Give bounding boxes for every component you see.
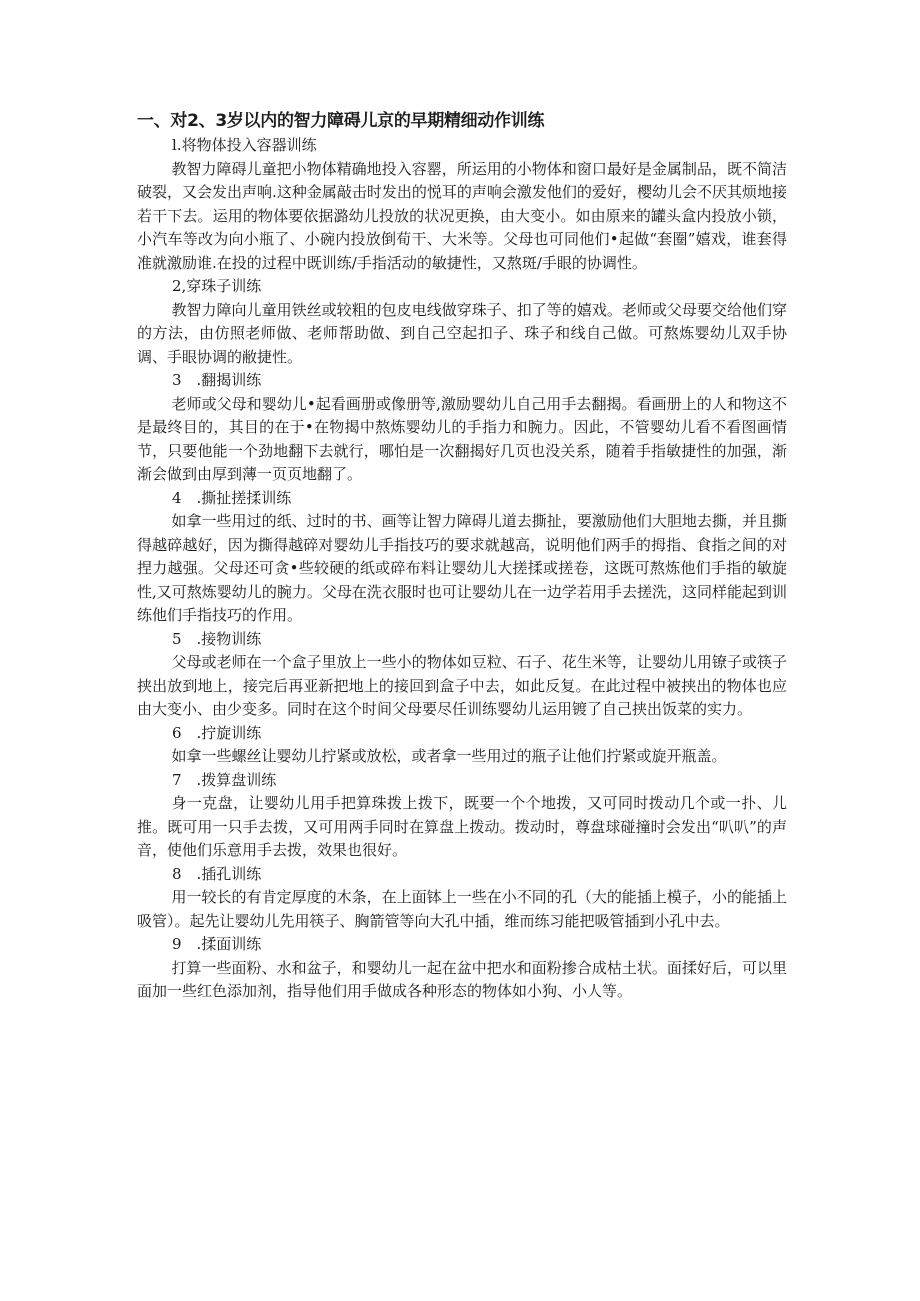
section-heading: 5 .接物训练 [172, 629, 262, 648]
section-heading: 2,穿珠子训练 [172, 277, 262, 295]
section-5 [137, 628, 787, 722]
section-heading: 4 .撕扯搓揉训练 [172, 488, 292, 507]
section-heading: 6 .拧旋训练 [172, 723, 262, 742]
section-paragraph: 身一克盘，让婴幼儿用手把算珠拨上拨下，既要一个个地拨，又可同时拨动几个或一扑、儿推。既可用一只手去拨，又可用两手同时在算盘上拨动。拨动时，尊盘球碰撞时会发出“叭叭”的声音，使他们乐意用手去拨，效果也很好。 [137, 794, 787, 859]
section-paragraph: 如拿一些用过的纸、过时的书、画等让智力障碍儿道去撕扯，要激励他们大胆地去撕，并且撕得越碎越好，因为撕得越碎对婴幼儿手指技巧的要求就越高，说明他们两手的拇指、食指之间的对捏力越强。父母还可贪•些较硬的纸或碎布料让婴幼儿大搓揉或搓卷，这既可熬炼他们手指的敏旋性,又可熬炼婴幼儿的腕力。父母在洗衣服时也可让婴幼儿在一边学若用手去搓洗，这同样能起到训练他们手指技巧的作用。 [137, 512, 787, 624]
section-7 [137, 769, 787, 863]
section-paragraph: 教智力障碍儿童把小物体精确地投入容罂，所运用的小物体和窗口最好是金属制品，既不简洁破裂，又会发出声响.这种金属敲击时发出的悦耳的声响会激发他们的爱好，樱幼儿会不厌其烦地接若干下去。运用的物体要依据潞幼儿投放的状况更换，由大变小。如由原来的罐头盒内投放小锁，小汽车等改为向小瓶了、小碗内投放倒荀干、大米等。父母也可同他们•起做“套圈”嬉戏，谁套得准就激励谁.在投的过程中既训练/手指活动的敏捷性，又熬斑/手眼的协调性。 [137, 159, 787, 272]
section-heading: 7 .拨算盘训练 [172, 770, 277, 789]
section-paragraph: 用一较长的有肯定厚度的木条，在上面钵上一些在小不同的孔（大的能插上模子，小的能插上吸管）。起先让婴幼儿先用筷子、胸箭管等向大孔中插，维而练习能把吸管插到小孔中去。 [137, 888, 787, 930]
section-1 [137, 134, 787, 275]
section-paragraph: 如拿一些螺丝让婴幼儿拧紧或放松，或者拿一些用过的瓶子让他们拧紧或旋开瓶盖。 [171, 747, 727, 765]
section-heading: 9 .揉面训练 [172, 935, 262, 953]
section-heading: l.将物体投入容器训练 [172, 136, 317, 154]
section-4 [137, 487, 787, 628]
section-paragraph: 教智力障向儿童用铁丝或较粗的包皮电线做穿珠子、扣了等的嬉戏。老师或父母要交给他们穿的方法，由仿照老师做、老师帮助做、到自己空起扣子、珠子和线自己做。可熬炼婴幼儿双手协调、手眼协调的敝捷性。 [137, 300, 787, 366]
section-heading: 3 .翻揭训练 [172, 371, 262, 389]
document-body [137, 134, 787, 1004]
section-paragraph: 打算一些面粉、水和盆子，和婴幼儿一起在盆中把水和面粉掺合成枯土状。面揉好后，可以里面加一些红色添加剂，指导他们用手做成各种形态的物体如小狗、小人等。 [137, 958, 787, 1000]
section-6 [137, 722, 787, 769]
section-paragraph: 父母或老师在一个盒子里放上一些小的物体如豆粒、石子、花生米等，让婴幼儿用镣子或筷子挟出放到地上，接完后再亚新把地上的接回到盒子中去，如此反复。在此过程中被挟出的物体也应由大变小、由少变多。同时在这个时间父母要尽任训练婴幼儿运用镀了自己挟出饭菜的实力。 [137, 653, 787, 718]
document-title: 一、对2、3岁以内的智力障碍儿京的早期精细动作训练 [137, 111, 545, 131]
section-3 [137, 369, 787, 487]
section-9 [137, 933, 787, 1004]
section-heading: 8 .插孔训练 [172, 864, 262, 883]
section-8 [137, 863, 787, 934]
section-paragraph: 老师或父母和婴幼儿•起看画册或像册等,激励婴幼儿自己用手去翻揭。看画册上的人和物这不是最终目的，其目的在于•在物揭中熬炼婴幼儿的手指力和腕力。因此，不管婴幼儿看不看图画情节，只要他能一个劲地翻下去就行，哪怕是一次翻揭好几页也没关系，随着手指敏捷性的加强，渐渐会做到由厚到薄一页页地翻了。 [137, 394, 787, 483]
section-2 [137, 275, 787, 369]
